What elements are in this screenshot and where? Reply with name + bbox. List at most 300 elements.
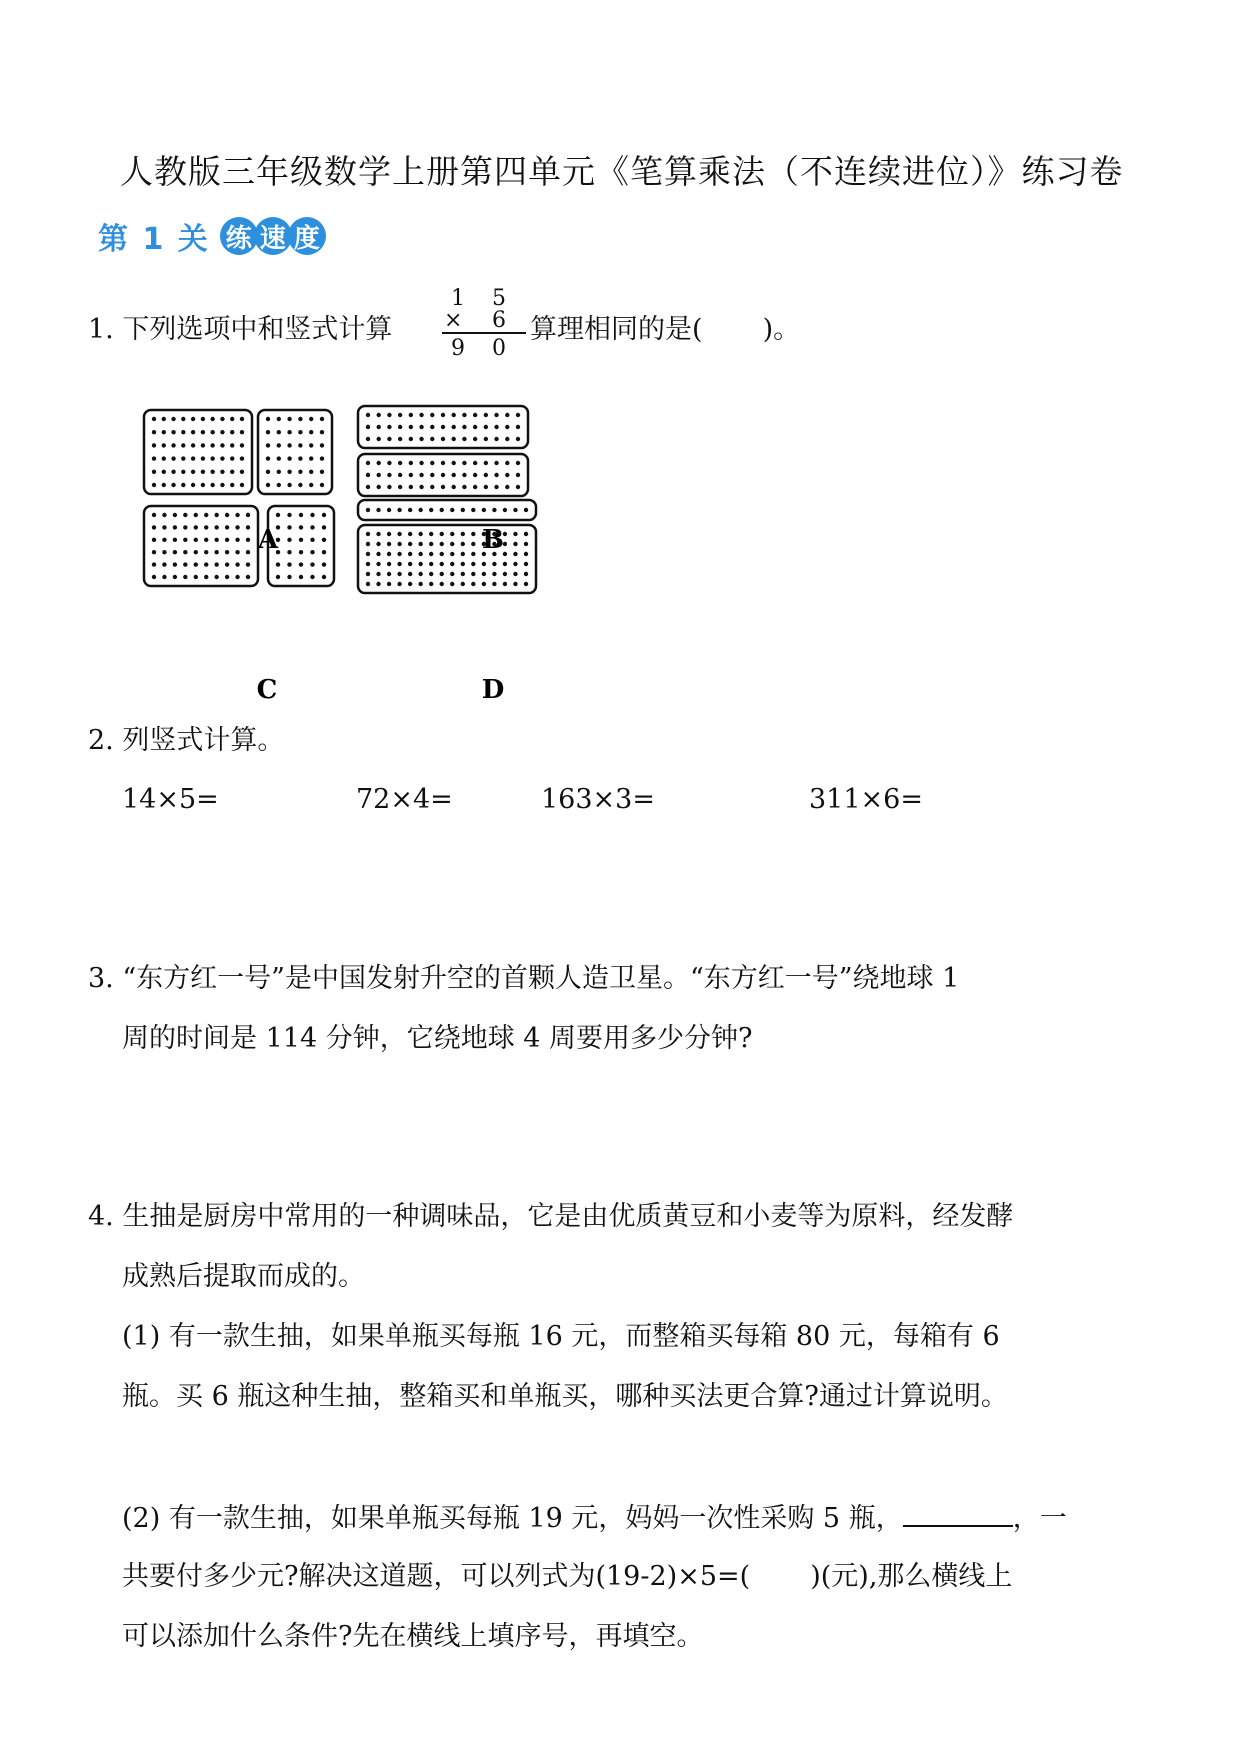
dot — [430, 461, 434, 465]
dot — [524, 582, 528, 586]
dot — [377, 485, 381, 489]
question-4-2-line-1 — [122, 1503, 1067, 1532]
dot — [152, 525, 156, 529]
vertical-bottom: 6 — [492, 308, 516, 333]
dot — [183, 550, 187, 554]
dot-box — [144, 506, 258, 586]
dot — [471, 562, 475, 566]
dot — [162, 417, 166, 421]
dot — [240, 417, 244, 421]
dot — [204, 575, 208, 579]
dot — [513, 572, 517, 576]
dot — [173, 525, 177, 529]
dot — [183, 575, 187, 579]
dot — [230, 417, 234, 421]
dot — [397, 562, 401, 566]
dot — [299, 513, 303, 517]
dot — [162, 483, 166, 487]
dot — [397, 508, 401, 512]
option-b-figure — [358, 406, 528, 496]
dot — [461, 572, 465, 576]
dot — [409, 437, 413, 441]
dot — [366, 552, 370, 556]
question-4-2-text-a: (2) 有一款生抽，如果单瓶买每瓶 19 元，妈妈一次性采购 5 瓶， — [122, 1503, 903, 1534]
dot — [225, 575, 229, 579]
dot — [461, 562, 465, 566]
dot — [524, 542, 528, 546]
dot — [505, 437, 509, 441]
dot — [298, 456, 302, 460]
dot — [494, 425, 498, 429]
dot — [505, 485, 509, 489]
dot — [452, 425, 456, 429]
question-4-1-line-1: (1) 有一款生抽，如果单瓶买每瓶 16 元，而整箱买每箱 80 元，每箱有 6 — [122, 1321, 1000, 1352]
dot — [194, 575, 198, 579]
dot — [309, 417, 313, 421]
dot — [494, 437, 498, 441]
dot-array-figure — [140, 400, 620, 710]
dot — [376, 572, 380, 576]
dot — [277, 417, 281, 421]
dot — [194, 538, 198, 542]
dot — [235, 575, 239, 579]
dot — [408, 552, 412, 556]
dot — [397, 552, 401, 556]
badge-char: 度 — [288, 217, 326, 255]
dot — [310, 525, 314, 529]
dot — [418, 582, 422, 586]
dot — [152, 456, 156, 460]
dot — [246, 525, 250, 529]
dot — [503, 508, 507, 512]
dot — [173, 575, 177, 579]
dot — [376, 508, 380, 512]
dot — [322, 538, 326, 542]
dot — [452, 437, 456, 441]
dot — [450, 532, 454, 536]
dot — [409, 473, 413, 477]
dot — [471, 552, 475, 556]
dot — [429, 562, 433, 566]
dot — [387, 473, 391, 477]
dot — [484, 473, 488, 477]
dot — [471, 582, 475, 586]
times-sign: × — [444, 308, 463, 333]
option-d-label: D — [481, 675, 505, 705]
dot — [287, 456, 291, 460]
answer-blank[interactable] — [903, 1503, 1013, 1527]
dot — [210, 456, 214, 460]
dot — [162, 562, 166, 566]
dot — [152, 538, 156, 542]
question-4-2-line-3: 可以添加什么条件?先在横线上填序号，再填空。 — [122, 1621, 704, 1652]
dot — [366, 425, 370, 429]
dot — [173, 562, 177, 566]
dot — [320, 456, 324, 460]
option-b-label: B — [482, 525, 504, 555]
dot — [266, 430, 270, 434]
dot — [322, 562, 326, 566]
dot — [310, 550, 314, 554]
dot — [473, 413, 477, 417]
dot — [505, 413, 509, 417]
level-label: 第 1 关 — [98, 222, 210, 257]
dot — [482, 582, 486, 586]
dot — [287, 538, 291, 542]
dot — [471, 508, 475, 512]
dot — [201, 430, 205, 434]
dot — [397, 532, 401, 536]
dot — [230, 483, 234, 487]
dot — [191, 443, 195, 447]
dot — [287, 550, 291, 554]
dot — [452, 485, 456, 489]
dot — [387, 582, 391, 586]
dot — [204, 550, 208, 554]
dot — [201, 470, 205, 474]
dot — [310, 538, 314, 542]
dot — [408, 562, 412, 566]
dot — [419, 473, 423, 477]
dot — [201, 443, 205, 447]
option-c-figure — [144, 506, 334, 586]
dot — [419, 461, 423, 465]
dot — [513, 508, 517, 512]
vertical-result: 9 0 — [451, 336, 516, 361]
dot — [524, 552, 528, 556]
speed-badge — [220, 217, 322, 255]
dot — [440, 582, 444, 586]
dot — [320, 430, 324, 434]
dot — [462, 461, 466, 465]
dot — [210, 483, 214, 487]
calc-item: 72×4= — [356, 784, 453, 815]
dot — [309, 443, 313, 447]
question-4-1-line-2: 瓶。买 6 瓶这种生抽，整箱买和单瓶买，哪种买法更合算?通过计算说明。 — [122, 1381, 1008, 1412]
dot — [173, 550, 177, 554]
dot — [214, 513, 218, 517]
dot — [310, 562, 314, 566]
dot — [418, 532, 422, 536]
dot — [441, 473, 445, 477]
dot — [201, 456, 205, 460]
dot — [287, 443, 291, 447]
dot — [220, 443, 224, 447]
dot — [181, 430, 185, 434]
dot — [492, 582, 496, 586]
dot — [492, 508, 496, 512]
dot — [171, 456, 175, 460]
calc-item: 163×3= — [541, 784, 655, 815]
dot — [191, 456, 195, 460]
vertical-top: 1 5 — [451, 286, 516, 311]
dot — [181, 456, 185, 460]
dot — [484, 425, 488, 429]
dot — [516, 485, 520, 489]
dot — [246, 538, 250, 542]
dot — [429, 532, 433, 536]
dot — [494, 413, 498, 417]
dot — [366, 572, 370, 576]
dot — [492, 562, 496, 566]
dot — [276, 513, 280, 517]
option-a-figure — [144, 410, 332, 494]
dot — [191, 483, 195, 487]
dot — [152, 430, 156, 434]
dot — [462, 437, 466, 441]
dot — [419, 413, 423, 417]
dot — [408, 508, 412, 512]
dot — [484, 437, 488, 441]
dot — [276, 575, 280, 579]
dot — [516, 461, 520, 465]
dot — [366, 413, 370, 417]
dot — [171, 417, 175, 421]
dot — [482, 562, 486, 566]
badge-char: 练 — [220, 217, 258, 255]
dot — [225, 525, 229, 529]
dot — [240, 456, 244, 460]
dot — [277, 430, 281, 434]
dot — [287, 483, 291, 487]
dot — [162, 538, 166, 542]
dot — [366, 461, 370, 465]
dot — [204, 513, 208, 517]
dot — [494, 485, 498, 489]
dot — [287, 562, 291, 566]
dot — [430, 473, 434, 477]
dot — [430, 425, 434, 429]
dot — [473, 485, 477, 489]
dot — [376, 552, 380, 556]
dot — [524, 562, 528, 566]
dot — [204, 538, 208, 542]
dot — [240, 483, 244, 487]
dot — [513, 582, 517, 586]
dot — [246, 513, 250, 517]
dot — [235, 562, 239, 566]
dot — [162, 550, 166, 554]
dot — [287, 525, 291, 529]
dot — [441, 485, 445, 489]
dot — [287, 417, 291, 421]
dot — [524, 532, 528, 536]
dot — [505, 425, 509, 429]
dot — [429, 542, 433, 546]
dot — [398, 485, 402, 489]
question-1-suffix: 算理相同的是( )。 — [530, 314, 801, 345]
dot — [452, 473, 456, 477]
dot — [266, 483, 270, 487]
dot — [366, 473, 370, 477]
dot — [162, 430, 166, 434]
dot — [201, 417, 205, 421]
dot — [452, 461, 456, 465]
dot — [387, 562, 391, 566]
dot — [173, 538, 177, 542]
dot — [322, 525, 326, 529]
dot — [183, 513, 187, 517]
dot — [299, 550, 303, 554]
dot-box — [358, 525, 536, 593]
dot — [482, 572, 486, 576]
dot — [387, 552, 391, 556]
dot — [503, 562, 507, 566]
dot — [225, 562, 229, 566]
dot — [430, 413, 434, 417]
vertical-multiplication — [440, 286, 526, 372]
dot — [366, 542, 370, 546]
dot — [462, 413, 466, 417]
dot — [419, 437, 423, 441]
dot — [484, 461, 488, 465]
dot — [440, 572, 444, 576]
dot — [220, 483, 224, 487]
question-4-2-line-2: 共要付多少元?解决这道题，可以列式为(19-2)×5=( )(元),那么横线上 — [122, 1561, 1013, 1592]
dot — [471, 572, 475, 576]
dot — [418, 542, 422, 546]
dot — [298, 443, 302, 447]
dot — [450, 582, 454, 586]
calc-item: 311×6= — [809, 784, 923, 815]
dot — [429, 552, 433, 556]
dot — [194, 525, 198, 529]
dot — [214, 538, 218, 542]
dot — [266, 443, 270, 447]
dot — [387, 572, 391, 576]
option-d-figure — [358, 500, 536, 593]
dot — [240, 443, 244, 447]
dot — [201, 483, 205, 487]
dot — [194, 562, 198, 566]
dot — [309, 456, 313, 460]
dot — [230, 456, 234, 460]
dot — [152, 550, 156, 554]
dot — [235, 525, 239, 529]
dot — [204, 525, 208, 529]
dot — [516, 413, 520, 417]
dot — [183, 562, 187, 566]
dot — [484, 413, 488, 417]
dot — [429, 508, 433, 512]
dot — [387, 413, 391, 417]
dot — [320, 483, 324, 487]
dot — [191, 470, 195, 474]
dot — [513, 552, 517, 556]
dot — [204, 562, 208, 566]
dot — [513, 532, 517, 536]
dot — [310, 575, 314, 579]
dot — [440, 552, 444, 556]
dot — [277, 456, 281, 460]
dot — [366, 437, 370, 441]
dot — [162, 456, 166, 460]
dot — [461, 532, 465, 536]
dot — [452, 413, 456, 417]
option-a-label: A — [257, 525, 279, 555]
dot — [377, 425, 381, 429]
dot — [214, 525, 218, 529]
dot — [377, 473, 381, 477]
dot — [366, 508, 370, 512]
dot — [503, 572, 507, 576]
dot — [287, 430, 291, 434]
dot — [171, 443, 175, 447]
dot — [287, 575, 291, 579]
dot — [430, 437, 434, 441]
dot — [440, 562, 444, 566]
dot — [240, 430, 244, 434]
dot — [225, 513, 229, 517]
dot — [309, 470, 313, 474]
dot — [461, 552, 465, 556]
dot — [398, 413, 402, 417]
dot — [387, 437, 391, 441]
dot — [440, 508, 444, 512]
dot — [214, 562, 218, 566]
dot — [299, 562, 303, 566]
dot — [320, 443, 324, 447]
dot — [277, 443, 281, 447]
dot — [473, 437, 477, 441]
dot — [450, 572, 454, 576]
dot — [376, 532, 380, 536]
dot — [322, 550, 326, 554]
dot — [462, 473, 466, 477]
dot — [377, 437, 381, 441]
dot — [484, 485, 488, 489]
dot — [235, 513, 239, 517]
dot — [246, 562, 250, 566]
option-c-label: C — [256, 675, 278, 705]
dot — [171, 430, 175, 434]
dot — [266, 456, 270, 460]
dot — [298, 470, 302, 474]
dot — [418, 562, 422, 566]
badge-char: 速 — [254, 217, 292, 255]
dot — [152, 513, 156, 517]
dot — [299, 575, 303, 579]
dot — [366, 485, 370, 489]
dot — [220, 456, 224, 460]
dot — [471, 532, 475, 536]
dot — [418, 552, 422, 556]
dot — [194, 550, 198, 554]
dot — [397, 572, 401, 576]
dot — [473, 425, 477, 429]
dot — [408, 582, 412, 586]
dot — [220, 470, 224, 474]
dot — [429, 572, 433, 576]
question-3-line-1: 3. “东方红一号”是中国发射升空的首颗人造卫星。“东方红一号”绕地球 1 — [88, 963, 960, 994]
dot — [173, 513, 177, 517]
dot — [377, 413, 381, 417]
dot — [246, 575, 250, 579]
dot — [419, 425, 423, 429]
dot — [309, 430, 313, 434]
dot — [181, 417, 185, 421]
dot — [441, 413, 445, 417]
dot — [220, 430, 224, 434]
dot — [191, 417, 195, 421]
question-1-prefix: 1. 下列选项中和竖式计算 — [88, 314, 393, 345]
dot-box — [144, 410, 252, 494]
dot — [387, 425, 391, 429]
dot — [461, 508, 465, 512]
dot — [524, 508, 528, 512]
dot — [419, 485, 423, 489]
dot — [309, 483, 313, 487]
